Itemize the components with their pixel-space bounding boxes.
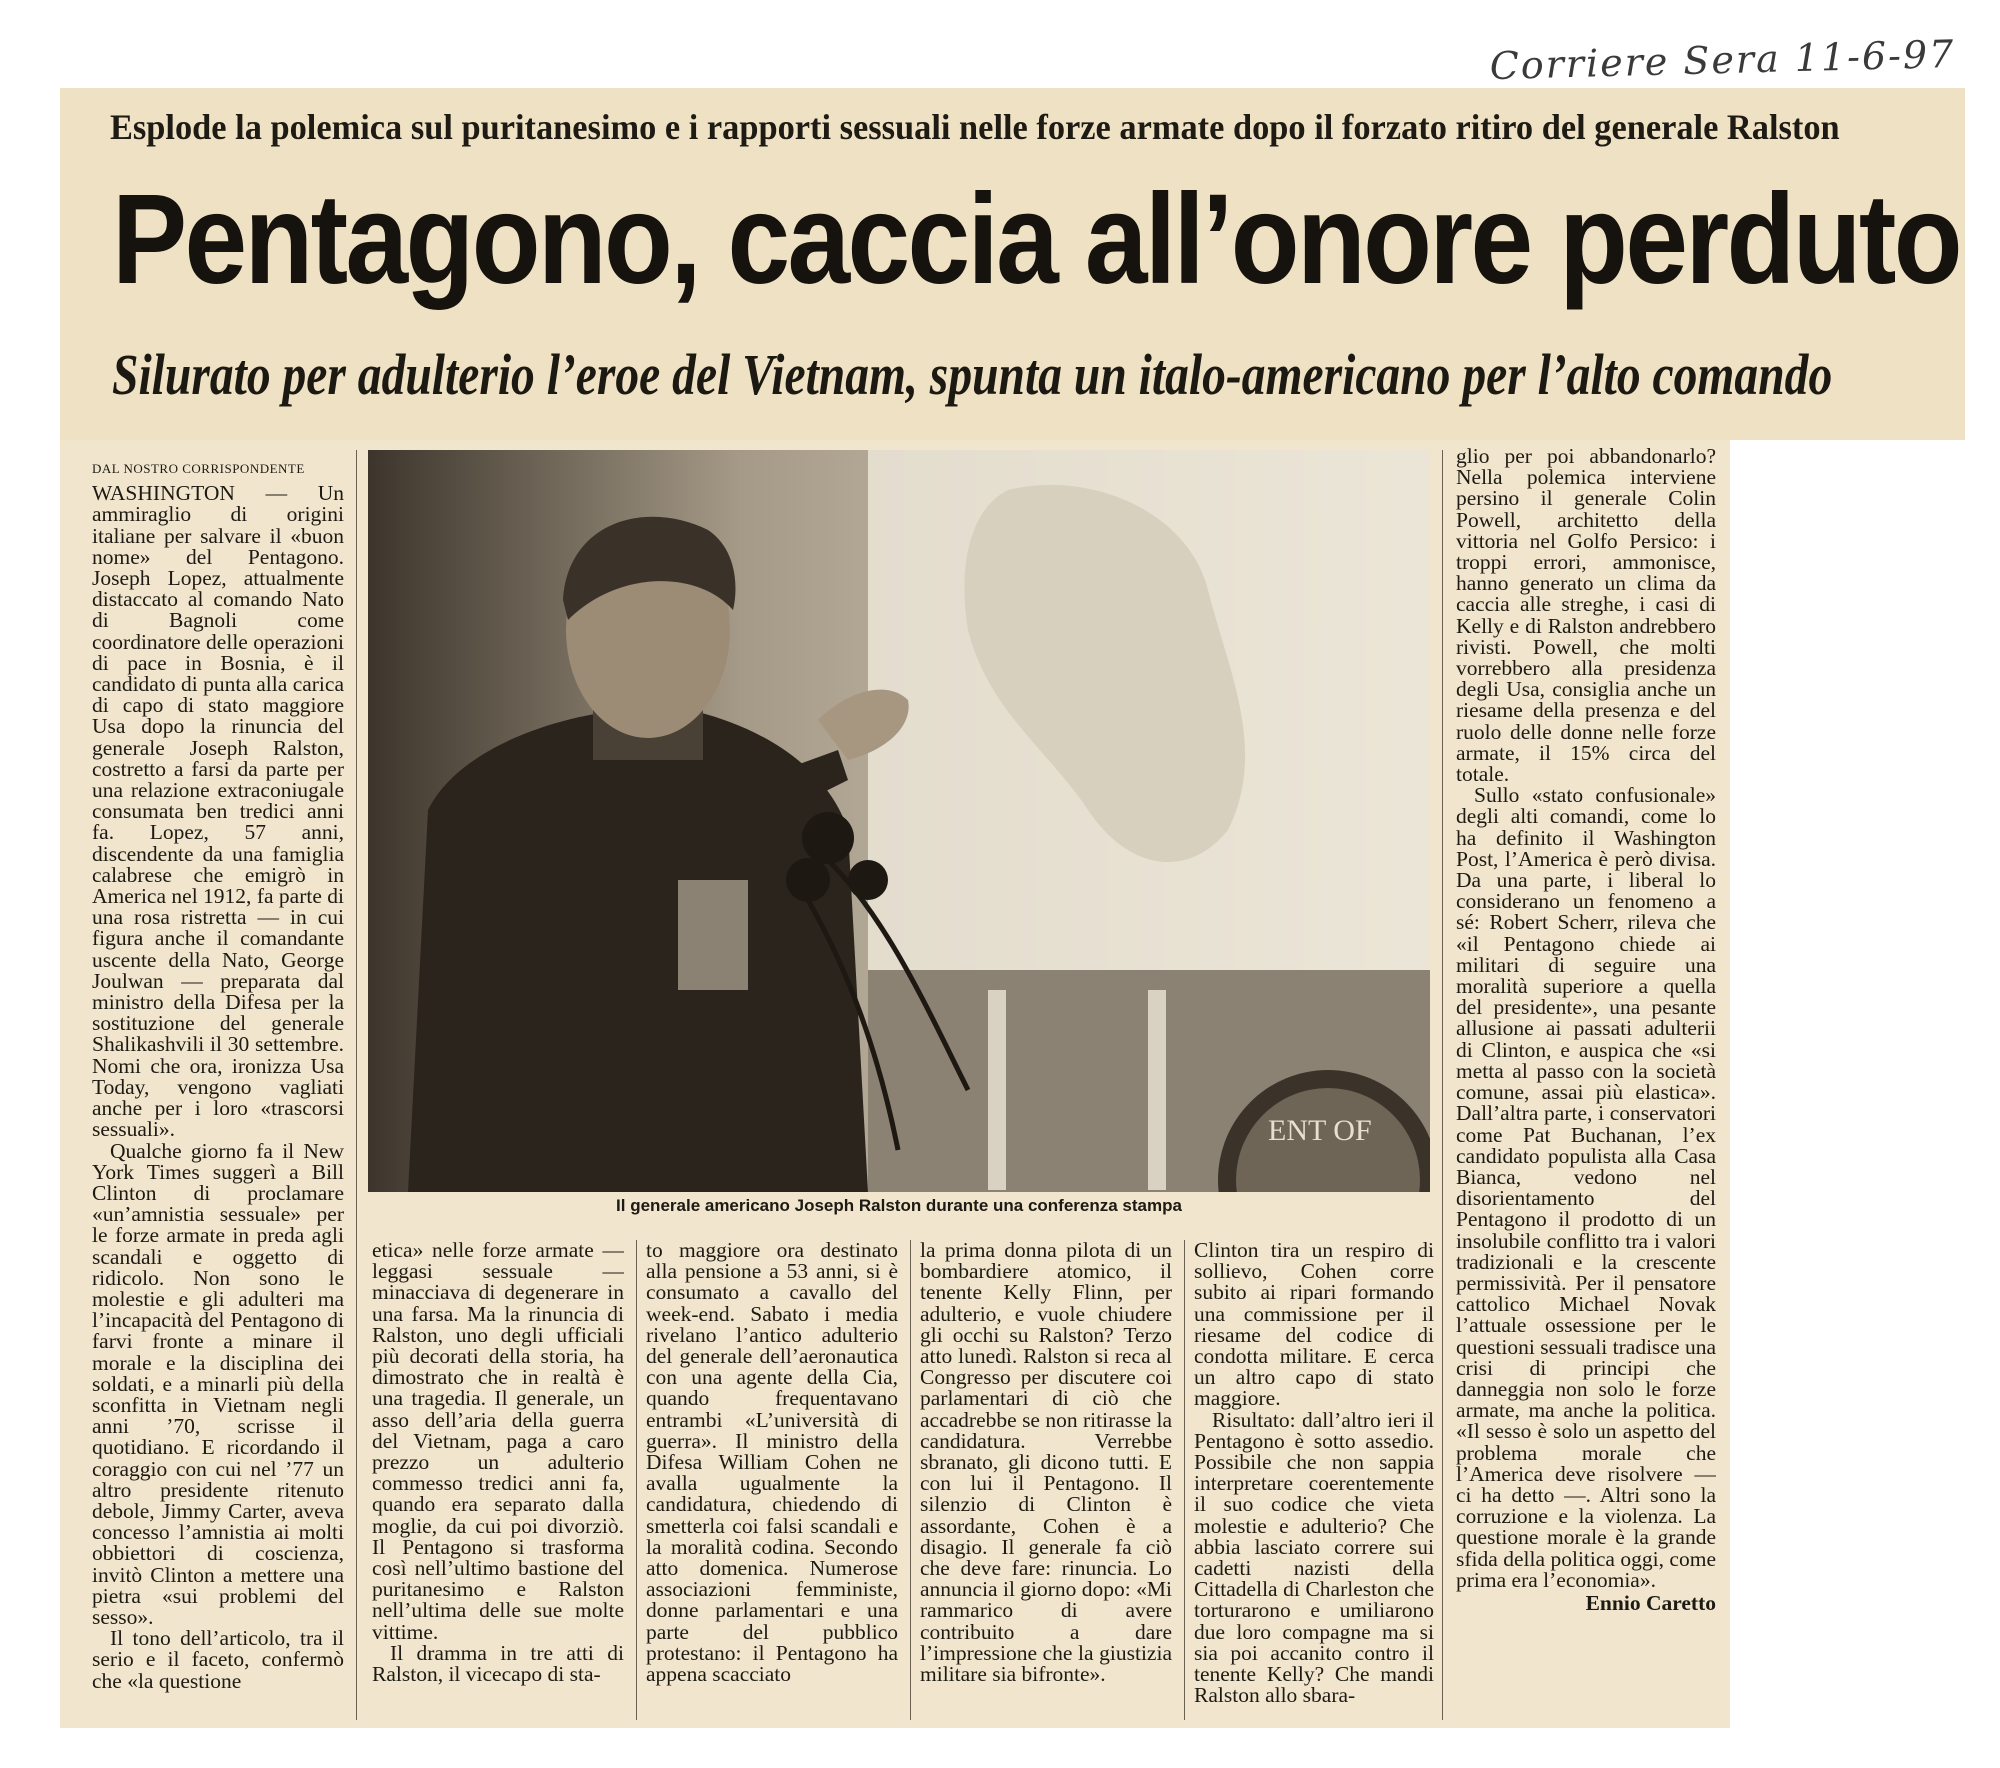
byline: DAL NOSTRO CORRISPONDENTE	[92, 461, 305, 476]
article-column-6	[1456, 446, 1716, 1728]
column-rule	[356, 450, 357, 1720]
column-rule	[1184, 1240, 1185, 1720]
column-rule	[910, 1240, 911, 1720]
article-column-5	[1194, 1240, 1434, 1720]
paragraph: WASHINGTON — Un ammiraglio di origini italiane per salvare il «buon nome» del Pentagono. Joseph Lopez, attualmente distaccato al comando Nato di Bagnoli come coordinatore delle operazioni di pace in Bosnia, è il candidato di punta alla carica di capo di stato maggiore Usa dopo la rinuncia del generale Joseph Ralston, costretto a farsi da parte per una relazione extraconiugale consumata ben tredici anni fa. Lopez, 57 anni, discendente da una famiglia calabrese che emigrò in America nel 1912, fa parte di una rosa ristretta — in cui figura anche il comandante uscente della Nato, George Joulwan — preparata dal ministro della Difesa per la sostituzione del generale Shalikashvili il 30 settembre. Nomi che ora, ironizza Usa Today, vengono vagliati anche per i loro «trascorsi sessuali».	[92, 481, 344, 1142]
paragraph: to maggiore ora destinato alla pensione a 53 anni, si è consumato a cavallo del week-end. Sabato i media rivelano l’antico adulterio del generale dell’aeronautica con una agente della Cia, quando frequentavano entrambi «L’università di guerra». Il ministro della Difesa William Cohen ne avalla ugualmente la candidatura, chiedendo di smetterla coi falsi scandali e la moralità codina. Secondo atto domenica. Numerose associazioni femministe, donne parlamentari e una parte del pubblico protestano: il Pentagono ha appena scacciato	[646, 1240, 898, 1687]
press-photo	[368, 450, 1430, 1192]
paragraph: Il tono dell’articolo, tra il serio e il faceto, confermò che «la questione	[92, 1626, 344, 1693]
seal-text: ENT OF	[1268, 1114, 1372, 1147]
photo-illustration	[368, 450, 1430, 1192]
paragraph: Il dramma in tre atti di Ralston, il vicecapo di sta-	[372, 1640, 624, 1687]
author-signature: Ennio Caretto	[1585, 1590, 1716, 1615]
article-kicker: Esplode la polemica sul puritanesimo e i rapporti sessuali nelle forze armate dopo il forzato ritiro del generale Ralston	[110, 107, 1840, 147]
article-column-4	[920, 1240, 1172, 1720]
paragraph: Sullo «stato confusionale» degli alti comandi, come lo ha definito il Washington Post, l’America è però divisa. Da una parte, i liberal lo considerano un fenomeno a sé: Robert Scherr, rileva che «il Pentagono chiede ai militari di seguire una moralità superiore a quella del presidente», una pesante allusione ai passati adulterii di Clinton, e auspica che «si metta al passo con la società comune, assai più elastica». Dall’altra parte, i conservatori come Pat Buchanan, l’ex candidato populista alla Casa Bianca, vedono nel disorientamento del Pentagono il prodotto di un insolubile conflitto tra i valori tradizionali e la crescente permissività. Per il pensatore cattolico Michael Novak l’attuale ossessione per le questioni sessuali tradisce una crisi di principi che danneggia non solo le forze armate, ma anche la politica. «Il sesso è solo un aspetto del problema morale che l’America deve risolvere — ci ha detto —. Altri sono la corruzione e la violenza. La questione morale è la grande sfida della politica oggi, come prima era l’economia».	[1456, 783, 1716, 1592]
paragraph: Qualche giorno fa il New York Times suggerì a Bill Clinton di proclamare «un’amnistia sessuale» per le forze armate in preda agli scandali e oggetto di ridicolo. Non sono le molestie e gli adulteri ma l’incapacità del Pentagono di farvi fronte a minare il morale e la disciplina dei soldati, e a minarli più della sconfitta in Vietnam negli anni ’70, scrisse il quotidiano. E ricordando il coraggio con cui nel ’77 un altro presidente ritenuto debole, Jimmy Carter, aveva concesso l’amnistia ai molti obbiettori di coscienza, invitò Clinton a mettere una pietra «sui problemi del sesso».	[92, 1138, 344, 1629]
handwritten-note: Corriere Sera 11-6-97	[1489, 31, 1956, 89]
paragraph: etica» nelle forze armate — leggasi sessuale — minacciava di degenerare in una farsa. Ma la rinuncia di Ralston, uno degli ufficiali più decorati della storia, ha dimostrato che in realtà è una tragedia. Il generale, un asso dell’aria della guerra del Vietnam, paga a caro prezzo un adulterio commesso tredici anni fa, quando era separato dalla moglie, da cui poi divorziò. Il Pentagono si trasforma così nell’ultimo bastione del puritanesimo e Ralston nell’ultima delle sue molte vittime.	[372, 1240, 624, 1644]
paragraph: Clinton tira un respiro di sollievo, Cohen corre subito ai ripari formando una commissione per il riesame del codice di condotta militare. E cerca un altro capo di stato maggiore.	[1194, 1240, 1434, 1411]
article-subhead: Silurato per adulterio l’eroe del Vietnam, spunta un italo-americano per l’alto comando	[112, 342, 1833, 407]
paragraph: Risultato: dall’altro ieri il Pentagono è sotto assedio. Possibile che non sappia interpretare coerentemente il suo codice che vieta molestie e adulterio? Che abbia lasciato correre sui cadetti nazisti della Cittadella di Charleston che torturarono e umiliarono due loro compagne ma si sia poi accanito contro il tenente Kelly? Che mandi Ralston allo sbara-	[1194, 1407, 1434, 1708]
article-column-3	[646, 1240, 898, 1720]
column-rule	[1442, 450, 1443, 1720]
clipping-cut-edge	[1730, 440, 1965, 1730]
paragraph: glio per poi abbandonarlo? Nella polemica interviene persino il generale Colin Powell, architetto della vittoria nel Golfo Persico: i troppi errori, ammonisce, hanno generato un clima da caccia alle streghe, i casi di Kelly e di Ralston andrebbero rivisti. Powell, che molti vorrebbero alla presidenza degli Usa, consiglia anche un riesame della presenza e del ruolo delle donne nelle forze armate, il 15% circa del totale.	[1456, 446, 1716, 787]
column-rule	[636, 1240, 637, 1720]
article-column-1	[92, 458, 344, 1720]
article-column-2	[372, 1240, 624, 1720]
paragraph: la prima donna pilota di un bombardiere atomico, il tenente Kelly Flinn, per adulterio, e vuole chiudere gli occhi su Ralston? Terzo atto lunedì. Ralston si reca al Congresso per discutere coi parlamentari di ciò che accadrebbe se non ritirasse la candidatura. Verrebbe sbranato, gli dicono tutti. E con lui il Pentagono. Il silenzio di Clinton è assordante, Cohen è a disagio. Il generale fa ciò che deve fare: rinuncia. Lo annuncia il giorno dopo: «Mi rammarico di avere contribuito a dare l’impressione che la giustizia militare sia bifronte».	[920, 1240, 1172, 1687]
article-headline: Pentagono, caccia all’onore perduto	[112, 168, 1960, 311]
photo-caption: Il generale americano Joseph Ralston durante una conferenza stampa	[616, 1196, 1182, 1215]
